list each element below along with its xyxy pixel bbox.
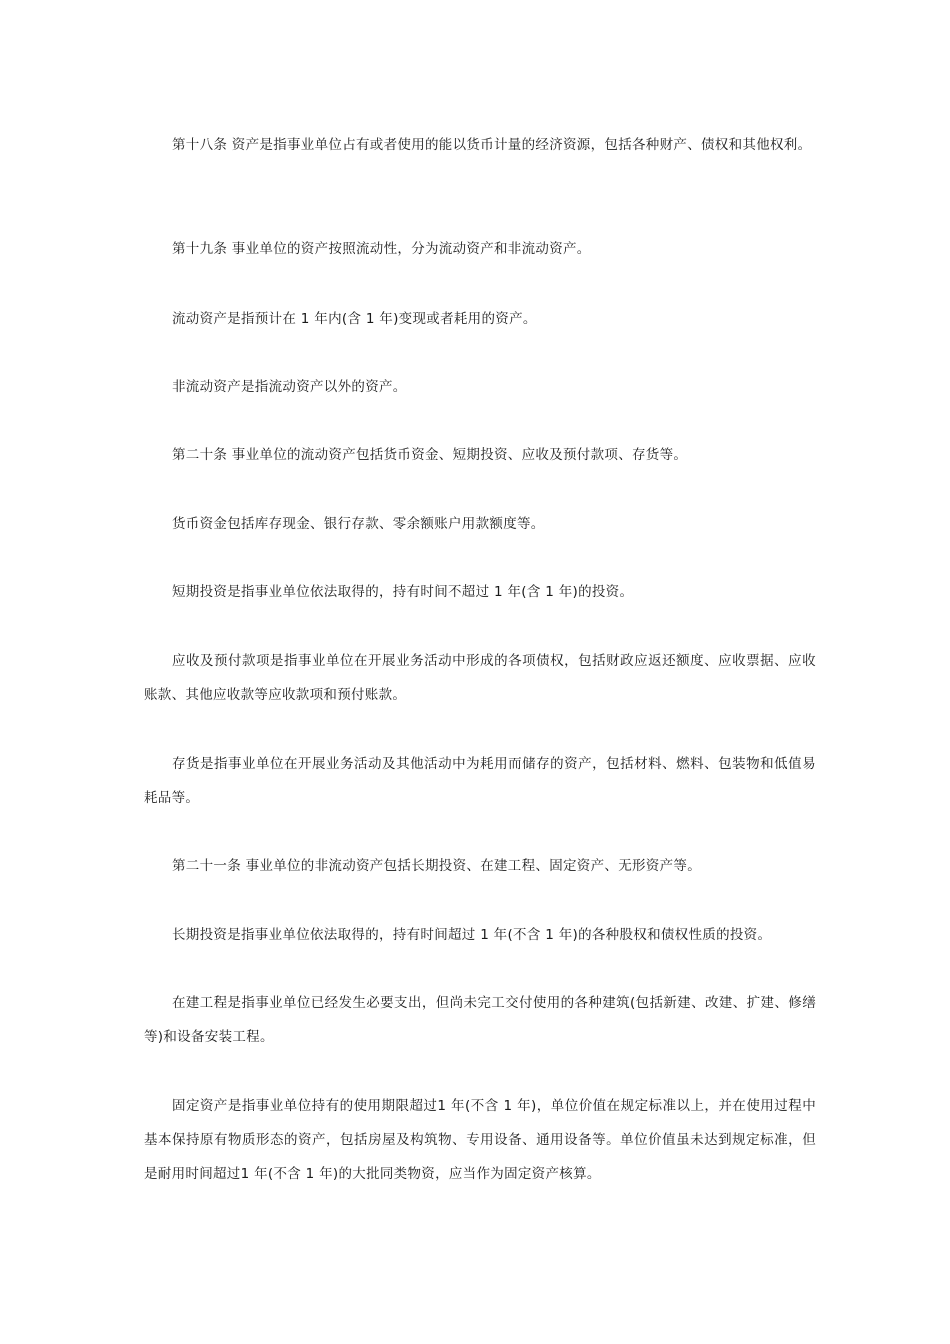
paragraph-fixed-assets: 固定资产是指事业单位持有的使用期限超过1 年(不含 1 年)，单位价值在规定标准以上，并在使用过程中基本保持原有物质形态的资产，包括房屋及构筑物、专用设备、通用设备等。单位价值虽未达到规定标准，但是耐用时间超过1 年(不含 1 年)的大批同类物资，应当作为固定资产核算。 (144, 1098, 816, 1182)
paragraph-article-18: 第十八条 资产是指事业单位占有或者使用的能以货币计量的经济资源，包括各种财产、债权和其他权利。 (172, 137, 812, 153)
paragraph-current-assets: 流动资产是指预计在 1 年内(含 1 年)变现或者耗用的资产。 (172, 311, 537, 327)
paragraph-short-term-invest: 短期投资是指事业单位依法取得的，持有时间不超过 1 年(含 1 年)的投资。 (172, 584, 634, 600)
paragraph-article-19: 第十九条 事业单位的资产按照流动性，分为流动资产和非流动资产。 (172, 241, 591, 257)
paragraph-long-term-invest: 长期投资是指事业单位依法取得的，持有时间超过 1 年(不含 1 年)的各种股权和债权性质的投资。 (172, 927, 772, 943)
paragraph-article-20: 第二十条 事业单位的流动资产包括货币资金、短期投资、应收及预付款项、存货等。 (172, 447, 688, 463)
paragraph-noncurrent-assets: 非流动资产是指流动资产以外的资产。 (172, 379, 407, 395)
paragraph-article-21: 第二十一条 事业单位的非流动资产包括长期投资、在建工程、固定资产、无形资产等。 (172, 858, 701, 874)
paragraph-receivables: 应收及预付款项是指事业单位在开展业务活动中形成的各项债权，包括财政应返还额度、应收票据、应收账款、其他应收款等应收款项和预付账款。 (144, 653, 816, 703)
paragraph-inventory: 存货是指事业单位在开展业务活动及其他活动中为耗用而储存的资产，包括材料、燃料、包装物和低值易耗品等。 (144, 756, 816, 806)
paragraph-monetary-funds: 货币资金包括库存现金、银行存款、零余额账户用款额度等。 (172, 516, 545, 532)
paragraph-construction: 在建工程是指事业单位已经发生必要支出，但尚未完工交付使用的各种建筑(包括新建、改建、扩建、修缮等)和设备安装工程。 (144, 995, 816, 1045)
